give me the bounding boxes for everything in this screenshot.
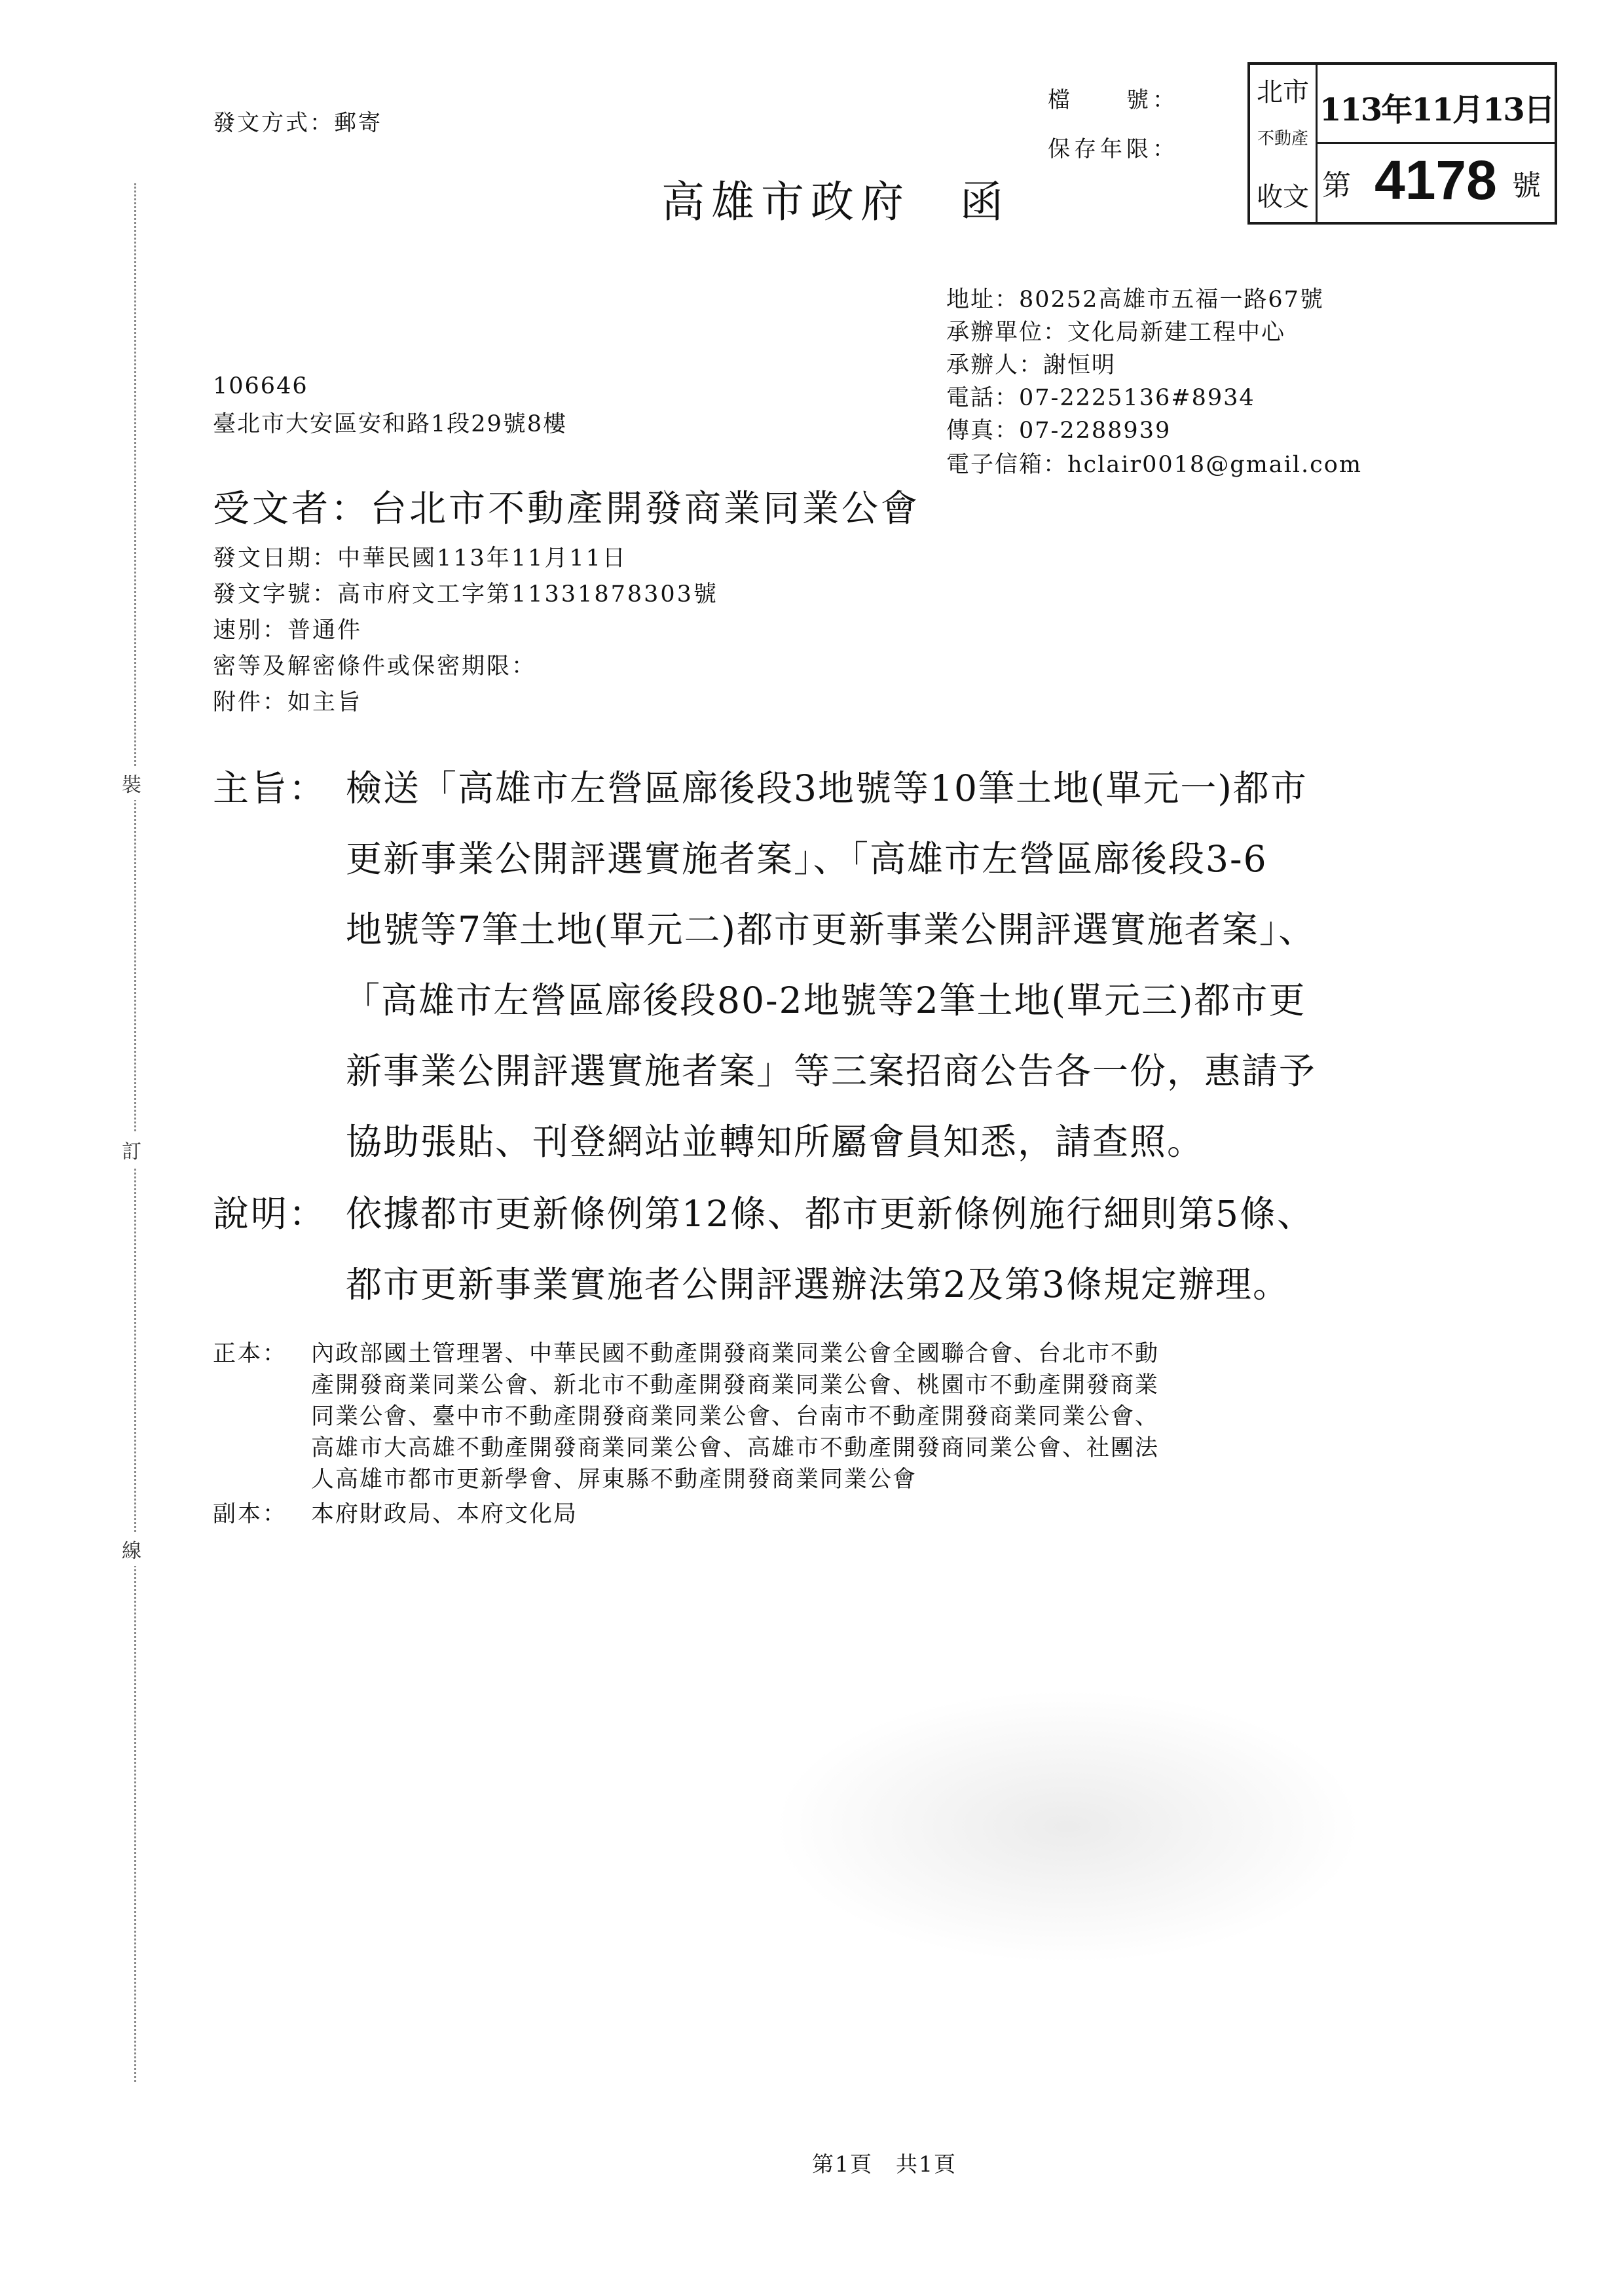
binding-mark-xian: 線 xyxy=(122,1532,141,1566)
duplicate-copy-text: 本府財政局、本府文化局 xyxy=(311,1501,578,1527)
send-method: 發文方式：郵寄 xyxy=(213,110,382,136)
stamp-number: 4178 xyxy=(1375,149,1497,211)
received-stamp xyxy=(1247,62,1557,225)
stamp-content xyxy=(1316,65,1555,222)
stamp-org-top: 北市 xyxy=(1257,77,1309,107)
original-copy-line: 高雄市大高雄不動產開發商業同業公會、高雄市不動產開發商同業公會、社團法 xyxy=(311,1435,1160,1461)
recipient-street-address: 臺北市大安區安和路1段29號8樓 xyxy=(213,411,568,437)
stamp-number-suffix: 號 xyxy=(1512,169,1541,202)
file-number-label: 檔 號： xyxy=(1048,87,1179,113)
document-title: 高雄市政府 函 xyxy=(661,177,1010,227)
contact-unit: 承辦單位：文化局新建工程中心 xyxy=(946,319,1286,346)
contact-email: 電子信箱：hclair0018@gmail.com xyxy=(946,452,1363,478)
recipient-postal-code: 106646 xyxy=(213,373,308,399)
contact-fax: 傳真：07-2288939 xyxy=(946,418,1172,444)
duplicate-copy-label: 副本： xyxy=(213,1501,288,1527)
stamp-org-mid: 不動產 xyxy=(1257,129,1308,149)
stamp-number-prefix: 第 xyxy=(1322,169,1351,202)
subject-line: 「高雄市左營區廍後段80-2地號等2筆土地(單元三)都市更 xyxy=(344,979,1306,1021)
stamp-date: 113年11月13日 xyxy=(1320,92,1554,128)
original-copy-line: 產開發商業同業公會、新北市不動產開發商業同業公會、桃園市不動產開發商業 xyxy=(311,1372,1160,1398)
binding-mark-zhuang: 裝 xyxy=(122,766,141,800)
stamp-org-column xyxy=(1250,65,1318,222)
faint-seal-impression xyxy=(773,1689,1362,1964)
contact-officer: 承辦人：謝恒明 xyxy=(946,352,1116,378)
attachments: 附件：如主旨 xyxy=(213,689,363,716)
subject-line: 更新事業公開評選實施者案」、「高雄市左營區廍後段3-6 xyxy=(346,838,1268,880)
binding-mark-ding: 訂 xyxy=(122,1133,141,1167)
contact-address: 地址：80252高雄市五福一路67號 xyxy=(946,287,1324,313)
contact-phone: 電話：07-2225136#8934 xyxy=(946,385,1255,411)
recipient: 受文者：台北市不動產開發商業同業公會 xyxy=(213,488,920,530)
original-copy-line: 同業公會、臺中市不動產開發商業同業公會、台南市不動產開發商業同業公會、 xyxy=(311,1404,1160,1430)
secrecy-level: 密等及解密條件或保密期限： xyxy=(213,653,537,680)
subject-line: 地號等7筆土地(單元二)都市更新事業公開評選實施者案」、 xyxy=(346,909,1316,951)
retention-label: 保存年限： xyxy=(1048,136,1179,162)
original-copy-line: 人高雄市都市更新學會、屏東縣不動產開發商業同業公會 xyxy=(311,1467,917,1493)
stamp-org-bottom: 收文 xyxy=(1257,182,1309,212)
subject-label: 主旨： xyxy=(213,767,327,809)
original-copy-label: 正本： xyxy=(213,1341,288,1367)
page-footer: 第1頁 共1頁 xyxy=(812,2151,957,2177)
issue-date: 發文日期：中華民國113年11月11日 xyxy=(213,545,627,572)
delivery-speed: 速別：普通件 xyxy=(213,617,363,644)
subject-line: 新事業公開評選實施者案」等三案招商公告各一份，惠請予 xyxy=(346,1050,1317,1092)
explanation-label: 說明： xyxy=(213,1193,327,1235)
explanation-line: 都市更新事業實施者公開評選辦法第2及第3條規定辦理。 xyxy=(346,1264,1290,1305)
original-copy-line: 內政部國土管理署、中華民國不動產開發商業同業公會全國聯合會、台北市不動 xyxy=(311,1341,1160,1367)
document-number: 發文字號：高市府文工字第11331878303號 xyxy=(213,581,718,608)
subject-line: 協助張貼、刊登網站並轉知所屬會員知悉，請查照。 xyxy=(346,1121,1205,1163)
explanation-line: 依據都市更新條例第12條、都市更新條例施行細則第5條、 xyxy=(346,1193,1314,1235)
subject-line: 檢送「高雄市左營區廍後段3地號等10筆土地(單元一)都市 xyxy=(346,767,1308,809)
stamp-date-row xyxy=(1316,65,1555,144)
